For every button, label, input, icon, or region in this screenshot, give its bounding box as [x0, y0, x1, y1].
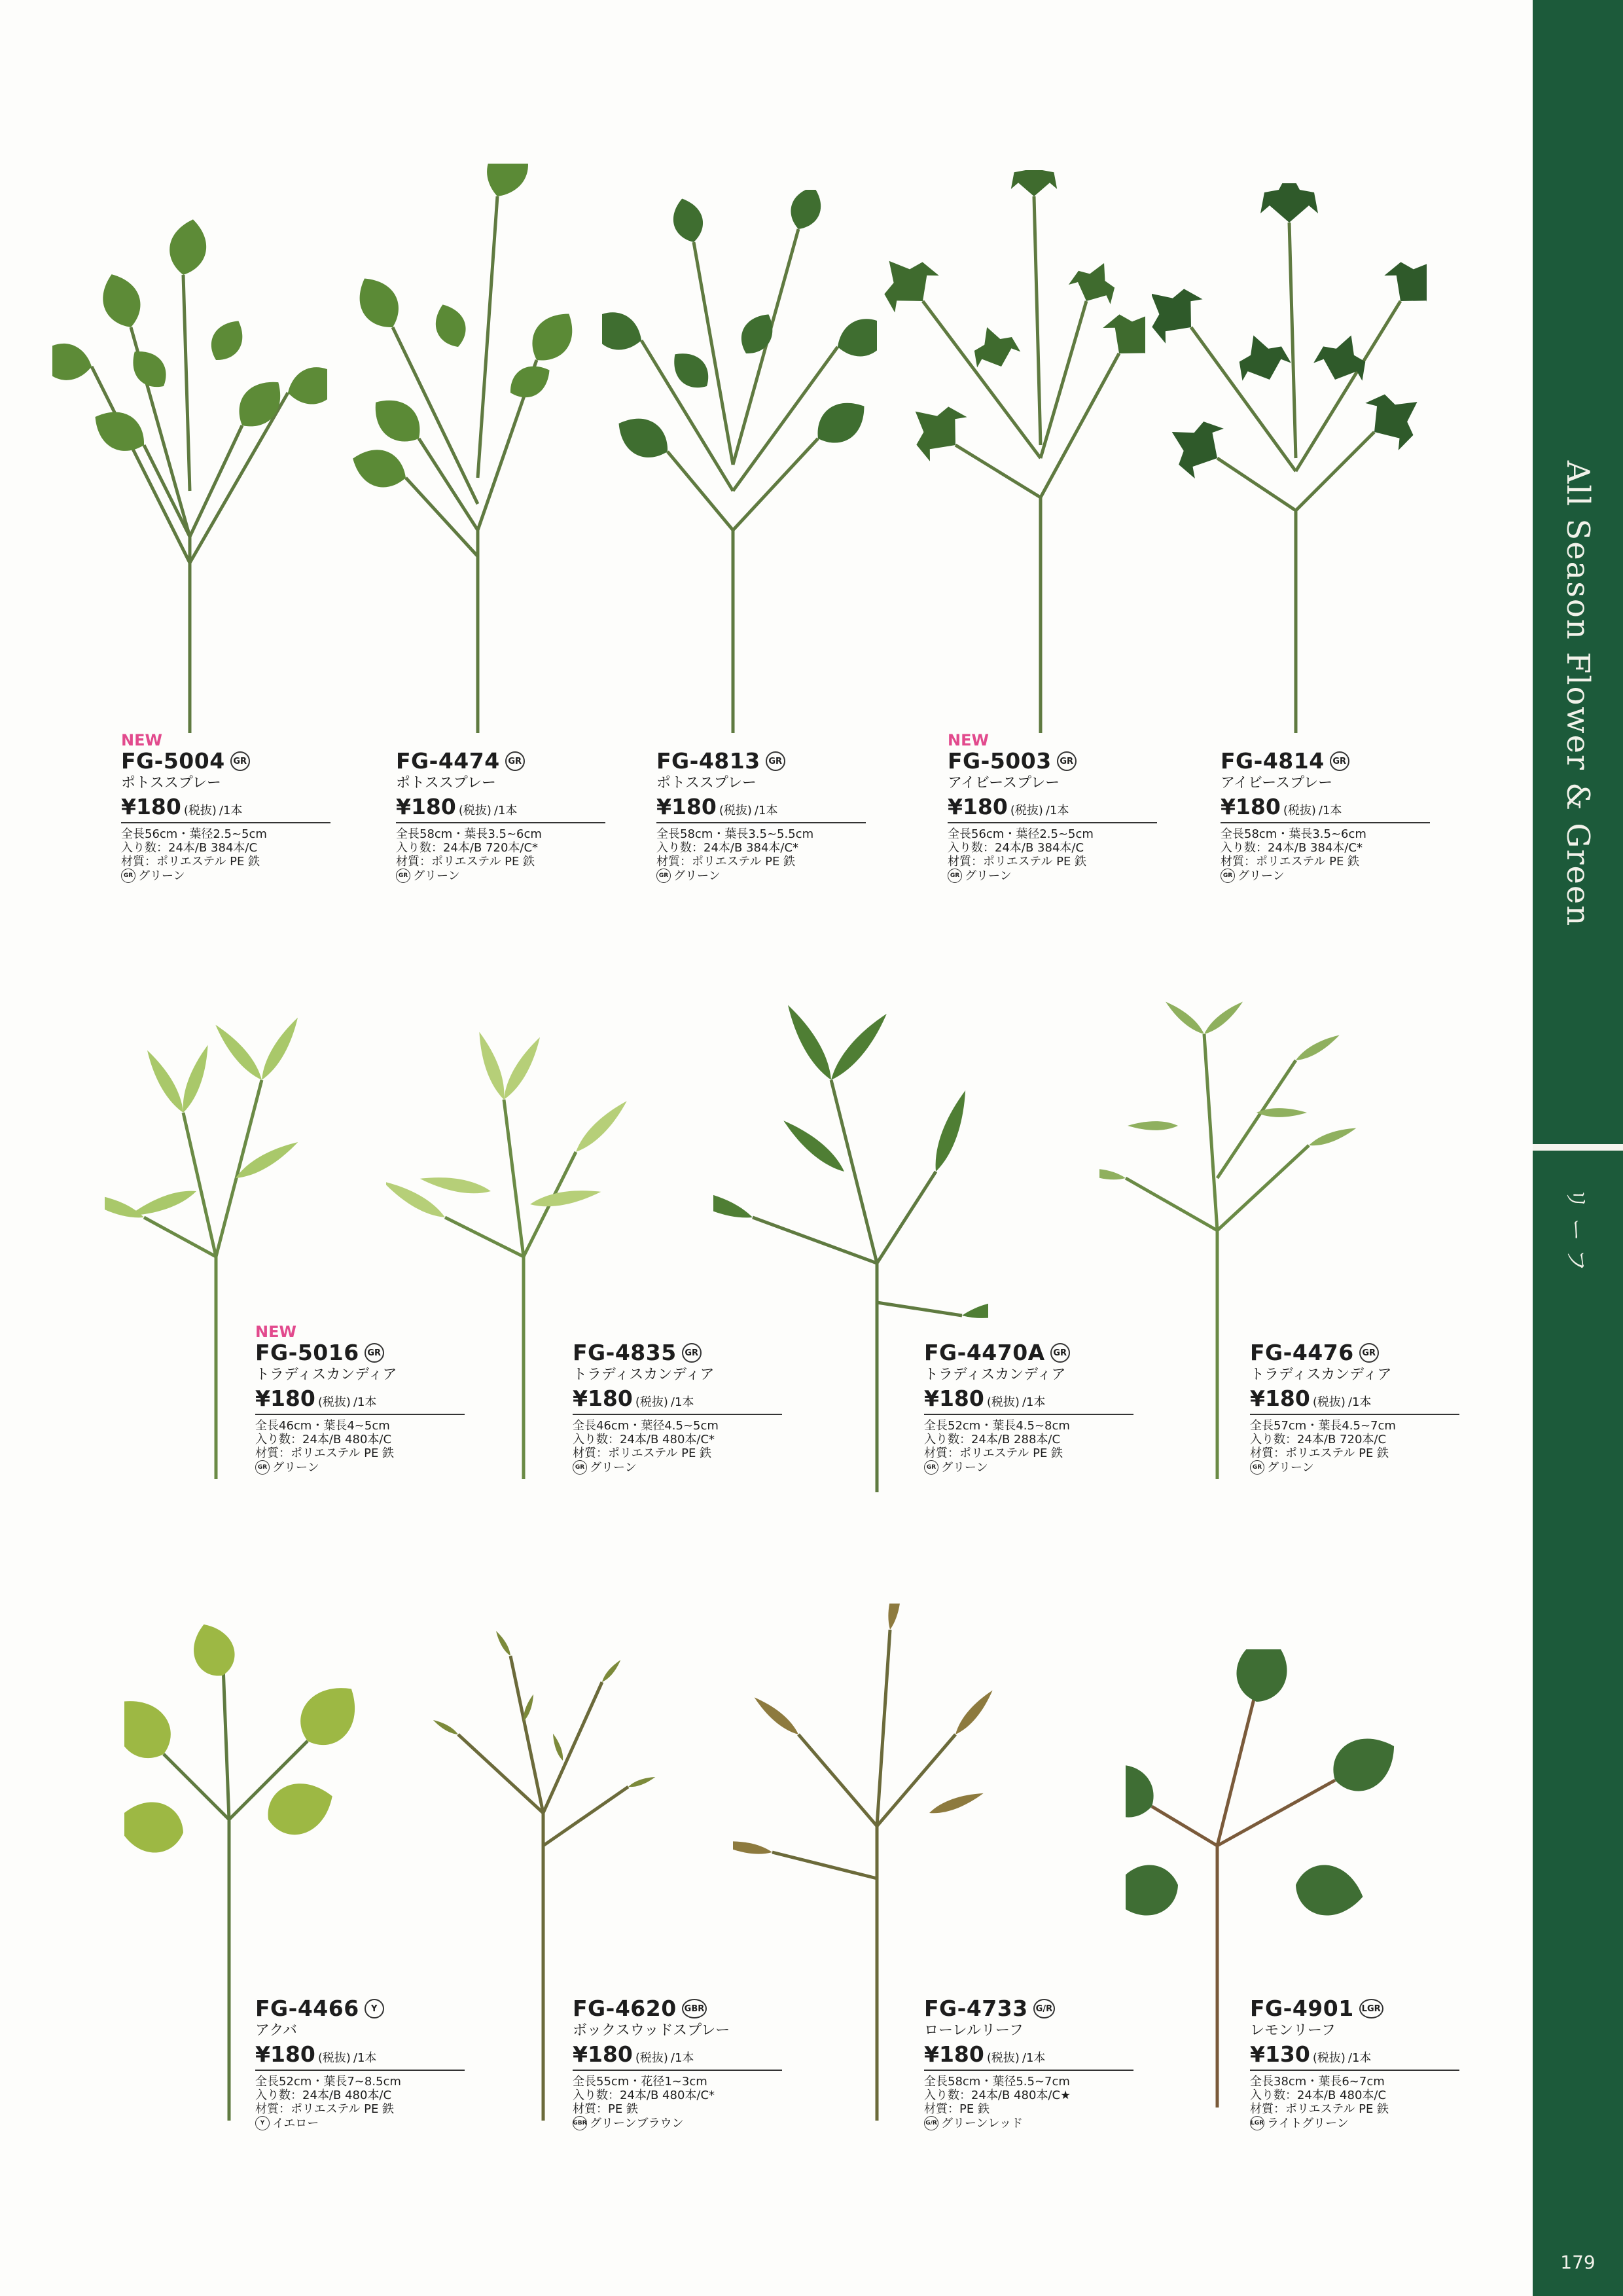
price-unit: /1本 — [1318, 804, 1342, 817]
product-name: トラディスカンディア — [573, 1367, 715, 1383]
color-code-badge: GR — [1057, 751, 1077, 771]
color-code-badge: Y — [365, 1999, 384, 2018]
tax-note: (税抜) — [635, 1395, 668, 1409]
product-code: FG-4476 — [1250, 1340, 1354, 1365]
product-name: ポトススプレー — [121, 775, 221, 791]
tax-note: (税抜) — [1283, 804, 1316, 817]
color-icon: GR — [255, 1460, 270, 1475]
product-material: 材質：ポリエステル PE 鉄 — [255, 2102, 395, 2116]
product-card — [656, 749, 866, 883]
tax-note: (税抜) — [317, 1395, 351, 1409]
tax-note: (税抜) — [986, 1395, 1020, 1409]
color-name: グリーン — [272, 1460, 319, 1475]
product-size: 全長46cm・葉長4~5cm — [255, 1419, 390, 1433]
product-size: 全長58cm・葉径5.5~7cm — [924, 2075, 1070, 2089]
color-name: グリーンブラウン — [590, 2116, 684, 2130]
product-material: 材質：ポリエステル PE 鉄 — [1221, 855, 1360, 869]
color-name: ライトグリーン — [1267, 2116, 1349, 2130]
color-name: グリーンレッド — [941, 2116, 1024, 2130]
product-card — [255, 1996, 465, 2130]
product-name: トラディスカンディア — [1250, 1367, 1392, 1383]
price-unit: /1本 — [670, 2051, 694, 2065]
color-code-badge: G/R — [1033, 1999, 1055, 2018]
product-material: 材質：ポリエステル PE 鉄 — [573, 1446, 712, 1460]
product-image-fg-5003 — [870, 170, 1145, 733]
price-unit: /1本 — [353, 2051, 377, 2065]
product-image-fg-4814 — [1152, 183, 1427, 733]
page-number: 179 — [1560, 2251, 1596, 2273]
product-price: ¥180 — [948, 794, 1008, 819]
color-icon: GR — [1250, 1460, 1264, 1475]
color-icon: GR — [924, 1460, 938, 1475]
product-quantity: 入り数：24本/B 480本/C — [1250, 2089, 1387, 2102]
tax-note: (税抜) — [458, 804, 491, 817]
product-card — [1250, 1996, 1459, 2130]
color-name: グリーン — [941, 1460, 988, 1475]
product-code: FG-4620 — [573, 1996, 677, 2021]
product-quantity: 入り数：24本/B 480本/C — [255, 2089, 392, 2102]
product-size: 全長56cm・葉径2.5~5cm — [948, 827, 1094, 841]
product-quantity: 入り数：24本/B 480本/C — [255, 1433, 392, 1446]
tax-note: (税抜) — [317, 2051, 351, 2065]
color-icon: GBR — [573, 2116, 587, 2130]
product-code: FG-4733 — [924, 1996, 1028, 2021]
divider — [255, 2070, 465, 2071]
color-code-badge: GR — [766, 751, 785, 771]
divider — [396, 822, 605, 823]
divider — [255, 1414, 465, 1415]
product-name: ボックスウッドスプレー — [573, 2022, 730, 2039]
product-price: ¥180 — [255, 1386, 315, 1411]
product-quantity: 入り数：24本/B 720本/C — [1250, 1433, 1387, 1446]
product-card — [121, 732, 330, 883]
price-unit: /1本 — [1347, 2051, 1372, 2065]
product-name: アイビースプレー — [948, 775, 1060, 791]
color-name: グリーン — [1267, 1460, 1314, 1475]
color-icon: GR — [573, 1460, 587, 1475]
color-icon: GR — [656, 869, 671, 883]
product-code: FG-4814 — [1221, 748, 1325, 774]
product-card — [924, 1996, 1133, 2130]
color-name: グリーン — [590, 1460, 637, 1475]
color-name: イエロー — [272, 2116, 319, 2130]
color-icon: G/R — [924, 2116, 938, 2130]
product-size: 全長58cm・葉長3.5~6cm — [396, 827, 542, 841]
divider — [1250, 2070, 1459, 2071]
tax-note: (税抜) — [183, 804, 217, 817]
product-size: 全長38cm・葉長6~7cm — [1250, 2075, 1385, 2089]
color-icon: GR — [396, 869, 410, 883]
product-price: ¥180 — [396, 794, 456, 819]
color-name: グリーン — [138, 869, 185, 883]
product-size: 全長55cm・花径1~3cm — [573, 2075, 707, 2089]
divider — [948, 822, 1157, 823]
product-price: ¥180 — [1221, 794, 1281, 819]
price-unit: /1本 — [1022, 1395, 1046, 1409]
product-material: 材質：ポリエステル PE 鉄 — [924, 1446, 1063, 1460]
product-price: ¥180 — [1250, 1386, 1310, 1411]
product-material: 材質：ポリエステル PE 鉄 — [1250, 2102, 1389, 2116]
product-name: トラディスカンディア — [924, 1367, 1066, 1383]
product-code: FG-4813 — [656, 748, 760, 774]
product-price: ¥180 — [573, 1386, 633, 1411]
color-code-badge: GR — [682, 1343, 702, 1363]
color-icon: GR — [948, 869, 962, 883]
color-icon: GR — [1221, 869, 1235, 883]
product-card — [255, 1323, 465, 1475]
product-name: トラディスカンディア — [255, 1367, 397, 1383]
color-code-badge: GR — [1050, 1343, 1070, 1363]
product-price: ¥180 — [924, 1386, 984, 1411]
color-name: グリーン — [1238, 869, 1285, 883]
price-unit: /1本 — [754, 804, 778, 817]
product-price: ¥180 — [573, 2041, 633, 2067]
product-card — [1221, 749, 1430, 883]
color-code-badge: GR — [365, 1343, 384, 1363]
product-price: ¥180 — [656, 794, 717, 819]
product-name: ローレルリーフ — [924, 2022, 1024, 2039]
product-price: ¥180 — [255, 2041, 315, 2067]
product-quantity: 入り数：24本/B 288本/C — [924, 1433, 1061, 1446]
product-card — [396, 749, 605, 883]
product-code: FG-5016 — [255, 1340, 359, 1365]
color-code-badge: LGR — [1359, 1999, 1383, 2018]
tax-note: (税抜) — [1312, 1395, 1346, 1409]
product-material: 材質：ポリエステル PE 鉄 — [948, 855, 1087, 869]
product-name: ポトススプレー — [396, 775, 496, 791]
product-quantity: 入り数：24本/B 384本/C* — [656, 841, 799, 855]
color-name: グリーン — [673, 869, 721, 883]
product-price: ¥180 — [121, 794, 181, 819]
product-price: ¥130 — [1250, 2041, 1310, 2067]
product-card — [948, 732, 1157, 883]
sidebar-divider — [1533, 1144, 1623, 1151]
product-code: FG-4474 — [396, 748, 500, 774]
product-quantity: 入り数：24本/B 720本/C* — [396, 841, 539, 855]
product-material: 材質：ポリエステル PE 鉄 — [396, 855, 535, 869]
section-sidebar — [1533, 0, 1623, 2296]
price-unit: /1本 — [1022, 2051, 1046, 2065]
price-unit: /1本 — [1347, 1395, 1372, 1409]
color-code-badge: GR — [1359, 1343, 1379, 1363]
product-material: 材質：PE 鉄 — [924, 2102, 990, 2116]
product-material: 材質：ポリエステル PE 鉄 — [656, 855, 796, 869]
product-name: ポトススプレー — [656, 775, 757, 791]
price-unit: /1本 — [670, 1395, 694, 1409]
product-material: 材質：ポリエステル PE 鉄 — [121, 855, 260, 869]
color-name: グリーン — [965, 869, 1012, 883]
new-badge: NEW — [255, 1323, 296, 1341]
product-size: 全長58cm・葉長3.5~5.5cm — [656, 827, 814, 841]
product-code: FG-4466 — [255, 1996, 359, 2021]
product-quantity: 入り数：24本/B 480本/C★ — [924, 2089, 1071, 2102]
product-size: 全長56cm・葉径2.5~5cm — [121, 827, 267, 841]
divider — [121, 822, 330, 823]
product-quantity: 入り数：24本/B 384本/C — [121, 841, 258, 855]
tax-note: (税抜) — [986, 2051, 1020, 2065]
product-card — [573, 1996, 782, 2130]
product-quantity: 入り数：24本/B 480本/C* — [573, 2089, 715, 2102]
product-name: アクバ — [255, 2022, 298, 2039]
color-icon: Y — [255, 2116, 270, 2130]
product-card — [1250, 1340, 1459, 1475]
product-card — [924, 1340, 1133, 1475]
divider — [1221, 822, 1430, 823]
product-code: FG-4470A — [924, 1340, 1045, 1365]
product-code: FG-5004 — [121, 748, 225, 774]
color-code-badge: GR — [1330, 751, 1349, 771]
product-price: ¥180 — [924, 2041, 984, 2067]
color-code-badge: GR — [230, 751, 250, 771]
tax-note: (税抜) — [635, 2051, 668, 2065]
tax-note: (税抜) — [1312, 2051, 1346, 2065]
new-badge: NEW — [948, 731, 989, 749]
color-name: グリーン — [413, 869, 460, 883]
product-size: 全長52cm・葉長4.5~8cm — [924, 1419, 1070, 1433]
product-name: レモンリーフ — [1250, 2022, 1336, 2039]
divider — [573, 2070, 782, 2071]
divider — [924, 2070, 1133, 2071]
color-icon: GR — [121, 869, 135, 883]
color-code-badge: GR — [505, 751, 525, 771]
product-size: 全長57cm・葉長4.5~7cm — [1250, 1419, 1396, 1433]
product-code: FG-4835 — [573, 1340, 677, 1365]
product-material: 材質：ポリエステル PE 鉄 — [255, 1446, 395, 1460]
product-quantity: 入り数：24本/B 384本/C — [948, 841, 1084, 855]
product-material: 材質：PE 鉄 — [573, 2102, 638, 2116]
price-unit: /1本 — [219, 804, 243, 817]
product-code: FG-5003 — [948, 748, 1052, 774]
section-title: All Season Flower & Green — [1560, 460, 1596, 927]
color-code-badge: GBR — [682, 1999, 707, 2018]
tax-note: (税抜) — [1010, 804, 1043, 817]
price-unit: /1本 — [353, 1395, 377, 1409]
divider — [924, 1414, 1133, 1415]
tax-note: (税抜) — [719, 804, 752, 817]
divider — [656, 822, 866, 823]
product-image-fg-4474 — [340, 164, 615, 733]
product-image-fg-5004 — [52, 196, 327, 733]
price-unit: /1本 — [493, 804, 518, 817]
product-size: 全長52cm・葉長7~8.5cm — [255, 2075, 401, 2089]
product-card — [573, 1340, 782, 1475]
product-quantity: 入り数：24本/B 480本/C* — [573, 1433, 715, 1446]
new-badge: NEW — [121, 731, 162, 749]
product-name: アイビースプレー — [1221, 775, 1333, 791]
product-code: FG-4901 — [1250, 1996, 1354, 2021]
divider — [1250, 1414, 1459, 1415]
color-icon: LGR — [1250, 2116, 1264, 2130]
product-size: 全長46cm・葉径4.5~5cm — [573, 1419, 719, 1433]
section-subtitle: リーフ — [1562, 1187, 1589, 1281]
product-image-fg-4813 — [602, 190, 877, 733]
divider — [573, 1414, 782, 1415]
price-unit: /1本 — [1045, 804, 1069, 817]
product-quantity: 入り数：24本/B 384本/C* — [1221, 841, 1363, 855]
product-material: 材質：ポリエステル PE 鉄 — [1250, 1446, 1389, 1460]
product-size: 全長58cm・葉長3.5~6cm — [1221, 827, 1366, 841]
